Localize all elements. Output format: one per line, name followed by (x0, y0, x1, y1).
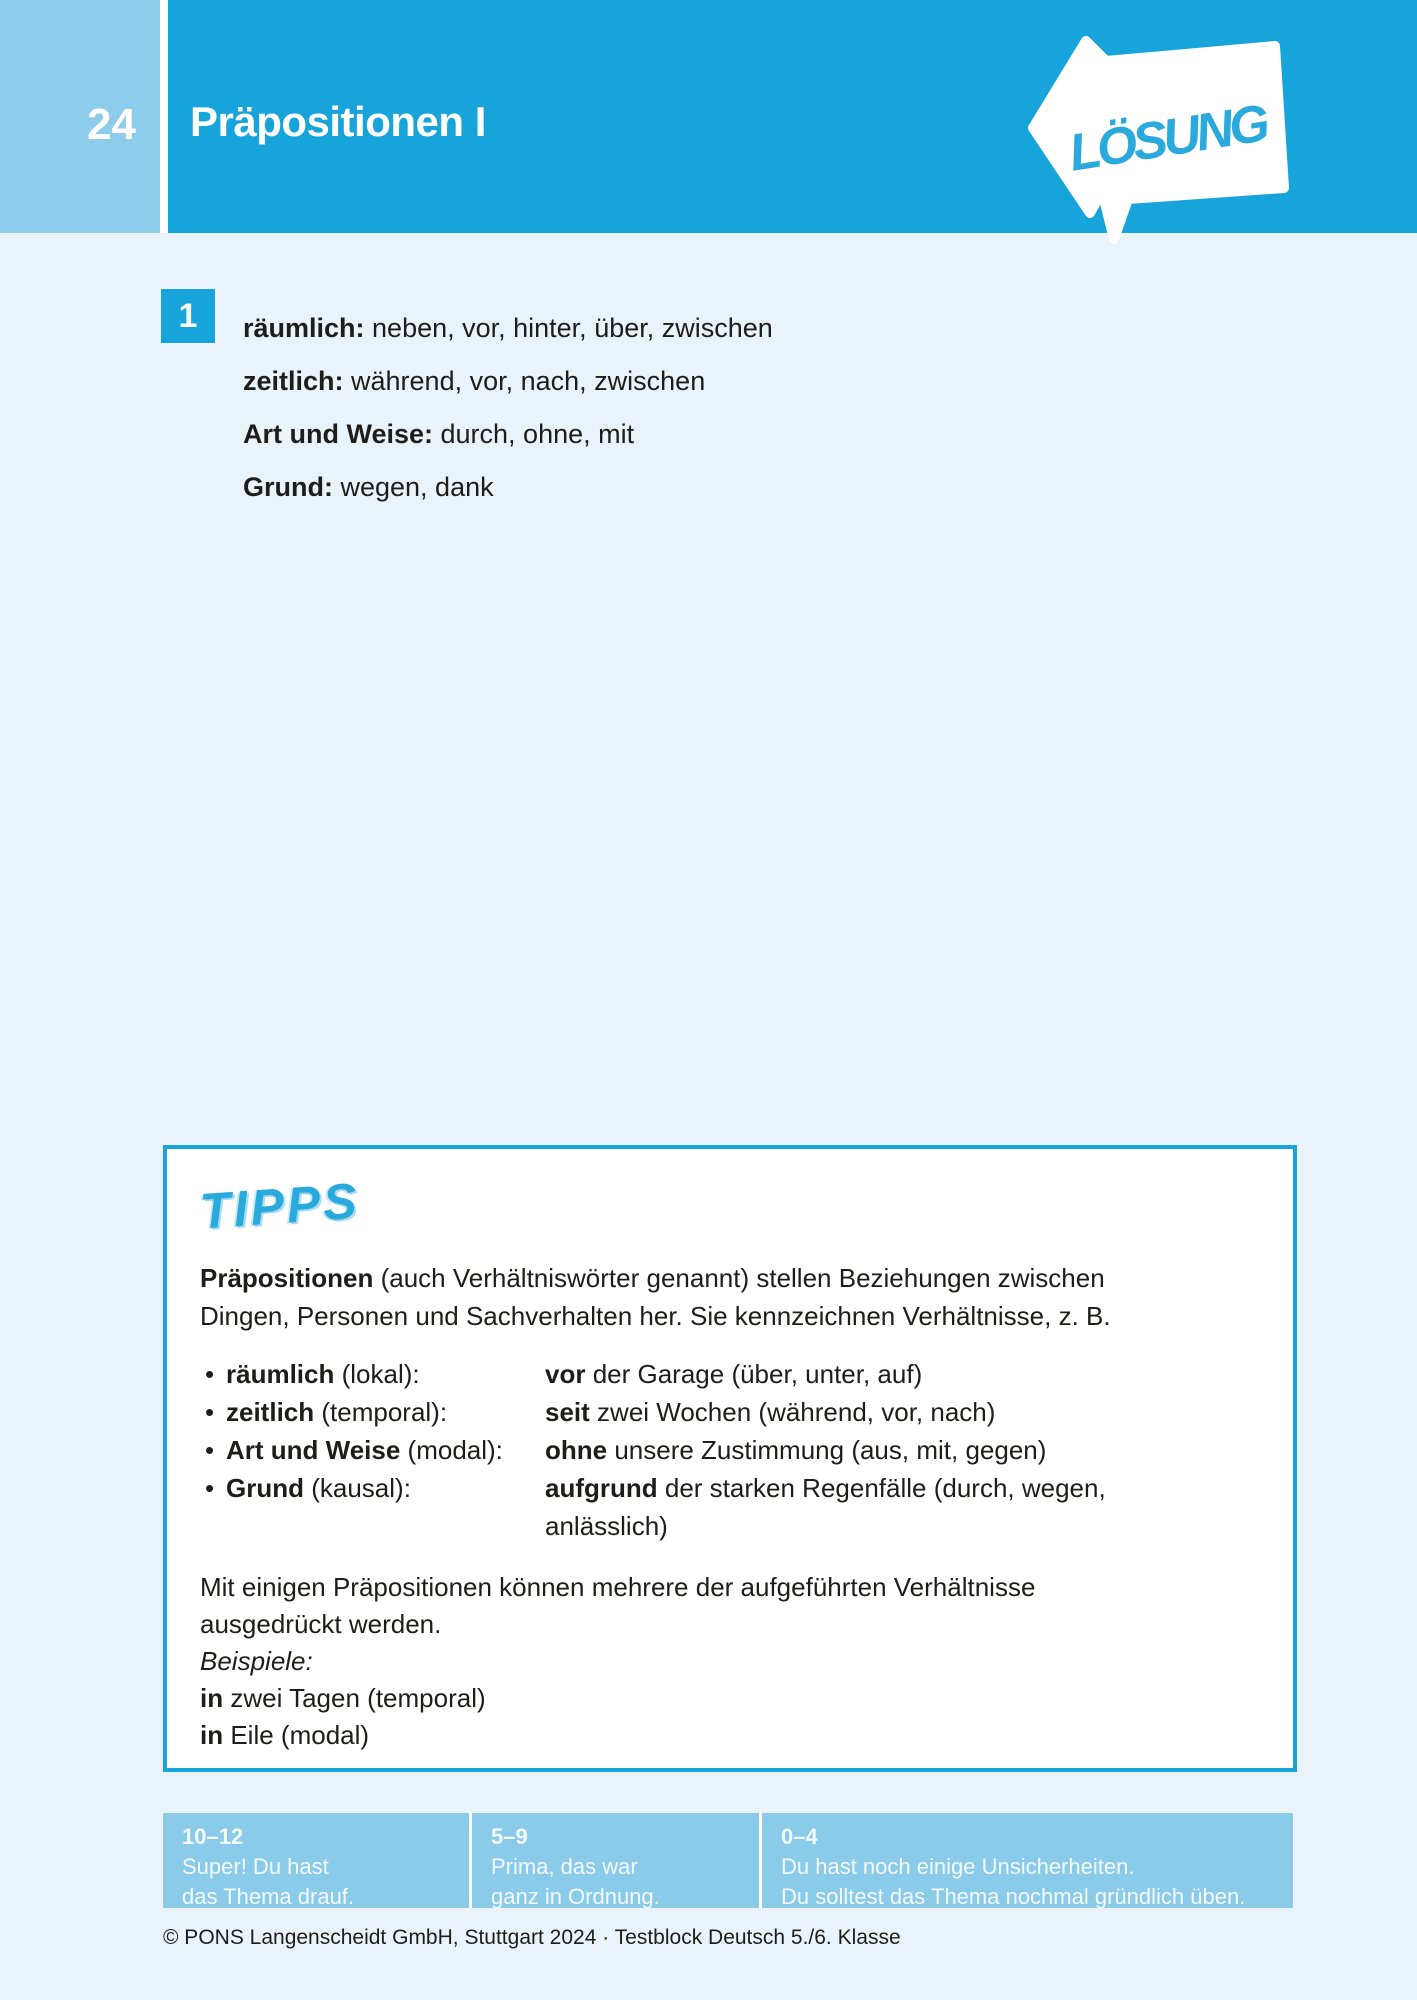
bullet-icon: • (205, 1397, 215, 1427)
example-line (200, 1717, 1253, 1754)
solution-line (243, 408, 773, 461)
score-text-line: Prima, das war (491, 1854, 638, 1879)
solution-category: räumlich: (243, 313, 365, 343)
bullet-label-bold: räumlich (226, 1359, 335, 1389)
bullet-value-continuation: anlässlich) (545, 1511, 668, 1541)
tips-bullet-row (200, 1393, 1253, 1431)
tips-body (200, 1259, 1253, 1754)
score-range: 10–12 (182, 1824, 244, 1849)
score-cell (759, 1813, 1293, 1908)
tips-outro (200, 1569, 1253, 1754)
page-number-tab (0, 0, 160, 233)
solution-category: Grund: (243, 472, 333, 502)
loesung-stamp-arrow-icon (1028, 31, 1292, 245)
example-line (200, 1680, 1253, 1717)
bullet-icon: • (205, 1359, 215, 1389)
bullet-label-rest: (temporal): (314, 1397, 448, 1427)
tips-intro-line: Dingen, Personen und Sachverhalten her. Sie kennzeichnen Verhältnisse, z. B. (200, 1301, 1111, 1331)
bullet-label-bold: zeitlich (226, 1397, 315, 1427)
tips-bullet-row (200, 1469, 1253, 1545)
score-band (163, 1813, 1293, 1908)
bullet-value-bold: aufgrund (545, 1473, 658, 1503)
tips-intro-keyword: Präpositionen (200, 1263, 374, 1293)
bullet-label (226, 1431, 545, 1469)
page-number: 24 (87, 100, 136, 149)
bullet-label-rest: (kausal): (304, 1473, 411, 1503)
bullet-label (226, 1355, 545, 1393)
tips-bullet-row (200, 1431, 1253, 1469)
bullet-value (545, 1355, 1253, 1393)
bullet-value (545, 1469, 1253, 1545)
bullet-label (226, 1469, 545, 1545)
bullet-value-bold: vor (545, 1359, 586, 1389)
solution-line (243, 355, 773, 408)
tips-intro-line (200, 1259, 1253, 1297)
page-title: Präpositionen I (190, 98, 486, 145)
bullet-value-bold: seit (545, 1397, 590, 1427)
score-range: 5–9 (491, 1824, 528, 1849)
tips-outro-line: Mit einigen Präpositionen können mehrere der aufgeführten Verhältnisse (200, 1572, 1036, 1602)
bullet-label-bold: Art und Weise (226, 1435, 401, 1465)
solution-words: neben, vor, hinter, über, zwischen (364, 313, 773, 343)
score-text-line: Super! Du hast (182, 1854, 329, 1879)
solution-words: durch, ohne, mit (433, 419, 635, 449)
bullet-label-rest: (lokal): (334, 1359, 420, 1389)
bullet-value-rest: der starken Regenfälle (durch, wegen, (657, 1473, 1106, 1503)
tips-outro-line: ausgedrückt werden. (200, 1609, 442, 1639)
bullet-value (545, 1393, 1253, 1431)
score-text-line: ganz in Ordnung. (491, 1884, 660, 1909)
score-text-line: Du hast noch einige Unsicherheiten. (781, 1854, 1135, 1879)
example-preposition: in (200, 1683, 224, 1713)
score-text-line: Du solltest das Thema nochmal gründlich üben. (781, 1884, 1246, 1909)
bullet-label (226, 1393, 545, 1431)
exercise-number: 1 (178, 296, 198, 335)
solution-words: während, vor, nach, zwischen (343, 366, 706, 396)
exercise-number-badge (161, 289, 215, 343)
score-cell (469, 1813, 759, 1908)
bullet-value-rest: unsere Zustimmung (aus, mit, gegen) (607, 1435, 1047, 1465)
bullet-label-bold: Grund (226, 1473, 304, 1503)
tips-intro-text: (auch Verhältniswörter genannt) stellen Beziehungen zwischen (373, 1263, 1105, 1293)
bullet-label-rest: (modal): (400, 1435, 503, 1465)
example-text: Eile (modal) (223, 1720, 370, 1750)
bullet-icon: • (205, 1473, 215, 1503)
bullet-value-bold: ohne (545, 1435, 608, 1465)
solution-category: Art und Weise: (243, 419, 434, 449)
tips-title: TIPPS (198, 1172, 362, 1240)
example-preposition: in (200, 1720, 224, 1750)
solution-line (243, 302, 773, 355)
header-divider (160, 0, 168, 233)
score-range: 0–4 (781, 1824, 818, 1849)
tips-bullet-list (200, 1355, 1253, 1545)
tips-intro (200, 1259, 1253, 1335)
example-text: zwei Tagen (temporal) (223, 1683, 486, 1713)
tips-box (163, 1145, 1297, 1772)
tips-bullet-row (200, 1355, 1253, 1393)
exercise-solution-text (243, 302, 773, 514)
bullet-value (545, 1431, 1253, 1469)
bullet-icon: • (205, 1435, 215, 1465)
bullet-value-rest: zwei Wochen (während, vor, nach) (589, 1397, 996, 1427)
solution-words: wegen, dank (332, 472, 494, 502)
bullet-value-rest: der Garage (über, unter, auf) (585, 1359, 923, 1389)
score-text-line: das Thema drauf. (182, 1884, 355, 1909)
score-cell (163, 1813, 469, 1908)
stamp-label: LÖSUNG (1065, 93, 1277, 183)
solution-category: zeitlich: (243, 366, 344, 396)
tips-title-wrap (198, 1172, 1253, 1247)
examples-label: Beispiele: (200, 1646, 313, 1676)
copyright-footer: © PONS Langenscheidt GmbH, Stuttgart 2024 · Testblock Deutsch 5./6. Klasse (163, 1926, 901, 1949)
solution-line (243, 461, 773, 514)
